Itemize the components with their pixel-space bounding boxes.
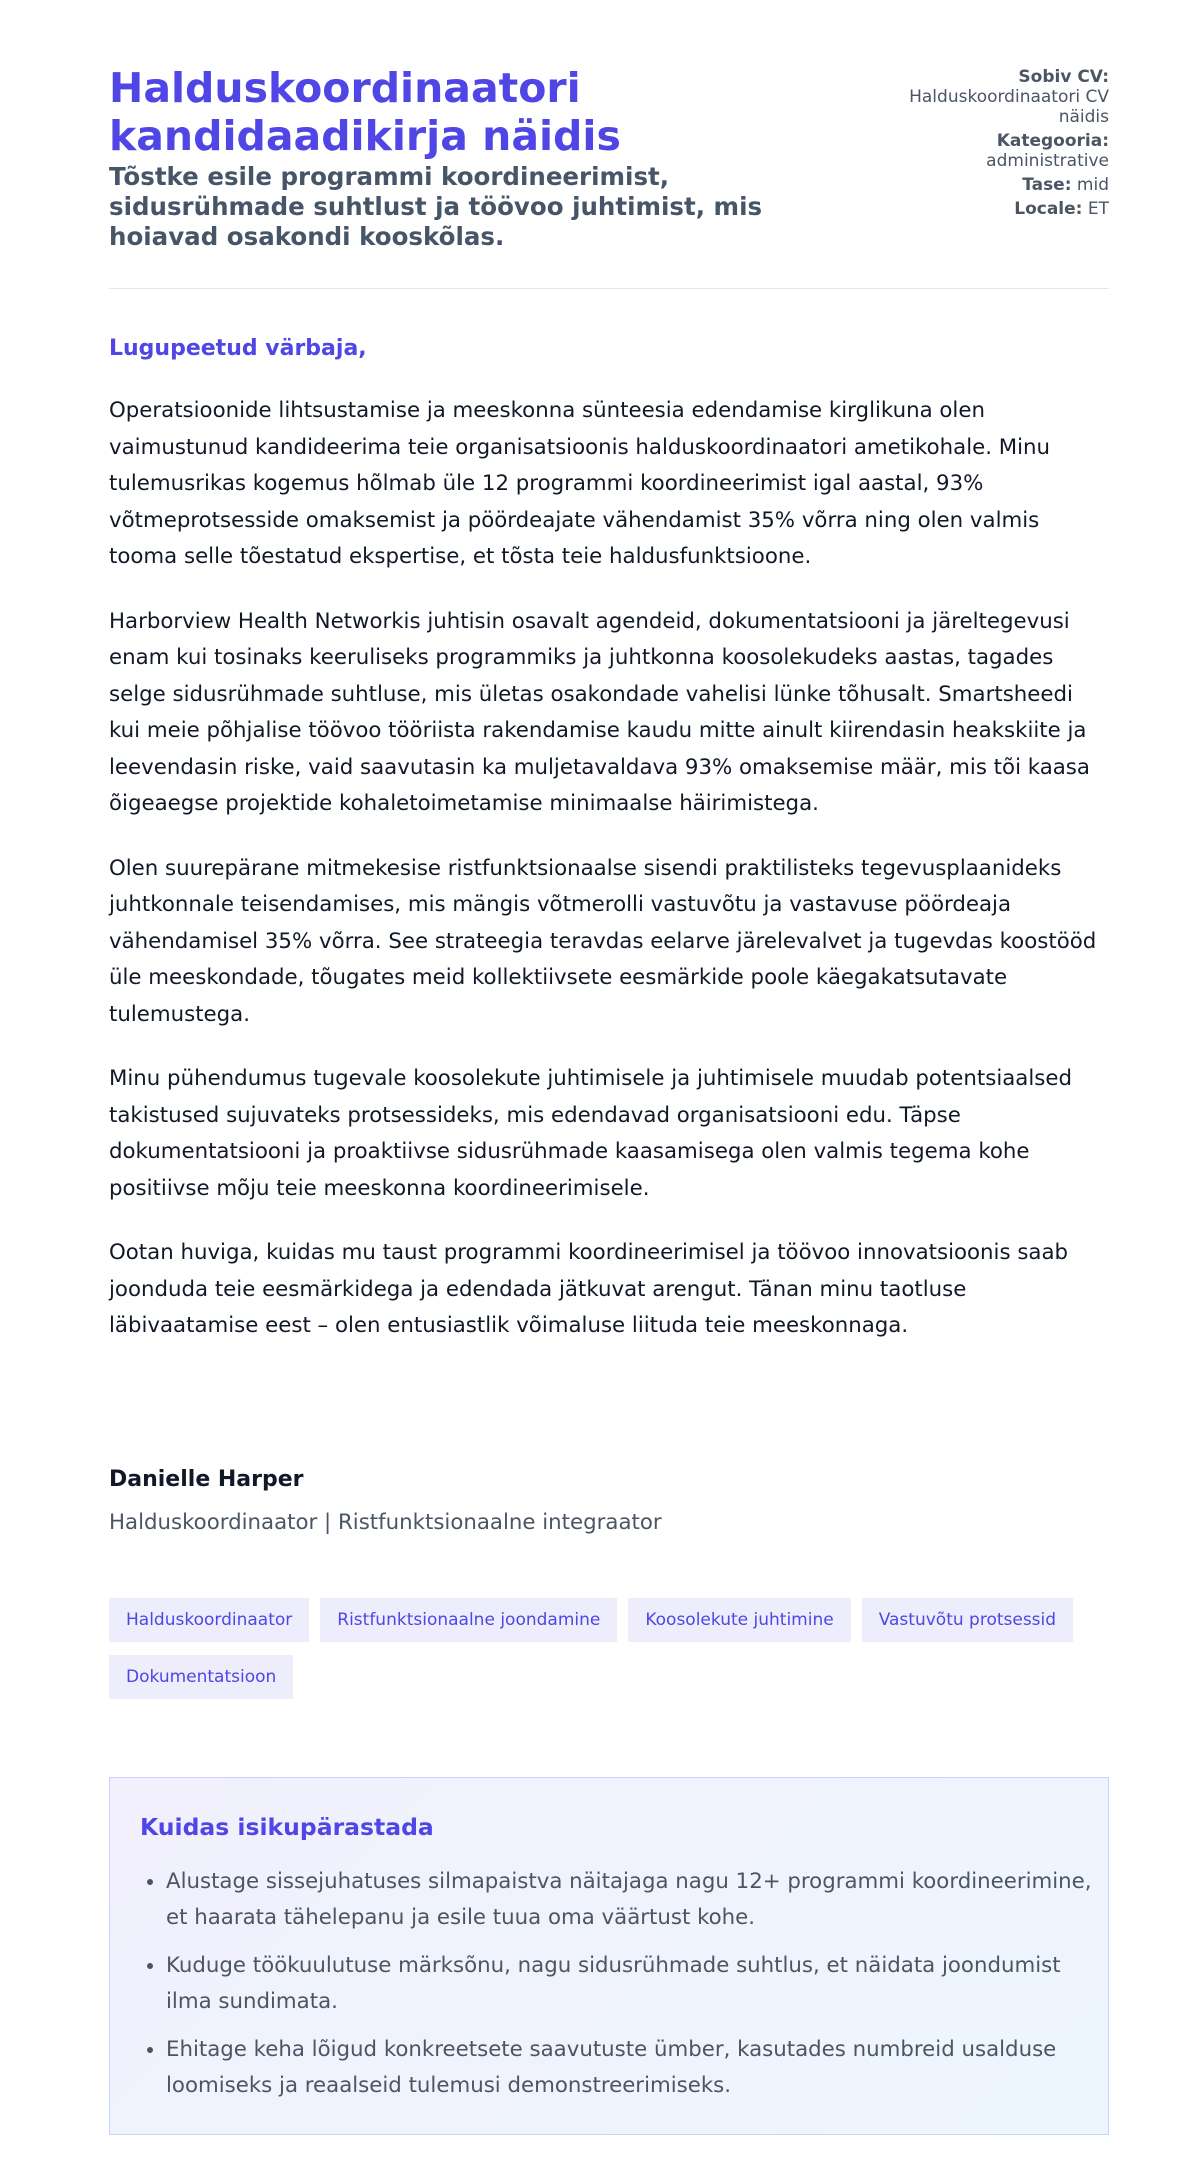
signature-title: Halduskoordinaator | Ristfunktsionaalne integraator xyxy=(109,1510,662,1535)
personalization-tips-box xyxy=(109,1777,1109,2135)
tip-item: • Kuduge töökuulutuse märksõnu, nagu sidusrühmade suhtlus, et näidata joondumist ilma sundimata. xyxy=(166,1948,1106,2020)
letter-paragraph: Ootan huviga, kuidas mu taust programmi koordineerimisel ja töövoo innovatsioonis saab joonduda teie eesmärkidega ja edendada jätkuvat arengut. Tänan minu taotluse läbivaatamise eest – olen entusiastlik võimaluse liituda teie meeskonnaga. xyxy=(109,1240,1069,1338)
tag-chip[interactable]: Vastuvõtu protsessid xyxy=(862,1598,1073,1642)
page-title: Halduskoordinaatori kandidaadikirja näidis xyxy=(109,64,621,160)
tag-chip[interactable]: Koosolekute juhtimine xyxy=(628,1598,850,1642)
tag-chip[interactable]: Ristfunktsionaalne joondamine xyxy=(320,1598,617,1642)
meta-locale xyxy=(869,199,1109,219)
tip-item: • Ehitage keha lõigud konkreetsete saavutuste ümber, kasutades numbreid usalduse loomiseks ja reaalseid tulemusi demonstreerimiseks. xyxy=(166,2032,1106,2104)
letter-greeting: Lugupeetud värbaja, xyxy=(109,336,367,361)
meta-locale-value: ET xyxy=(1087,199,1109,219)
meta-level-value: mid xyxy=(1076,175,1109,195)
meta-cv-label: Sobiv CV: xyxy=(1018,67,1109,87)
tip-item: • Alustage sissejuhatuses silmapaistva näitajaga nagu 12+ programmi koordineerimine, et haarata tähelepanu ja esile tuua oma väärtust kohe. xyxy=(166,1864,1106,1936)
signature-name: Danielle Harper xyxy=(109,1467,304,1492)
letter-paragraph: Operatsioonide lihtsustamise ja meeskonna sünteesia edendamise kirglikuna olen vaimustunud kandideerima teie organisatsioonis halduskoordinaatori ametikohale. Minu tulemusrikas kogemus hõlmab üle 12 programmi koordineerimist igal aastal, 93% võtmeprotsesside omaksemist ja pöördeajate vähendamist 35% võrra ning olen valmis tooma selle tõestatud ekspertise, et tõsta teie haldusfunktsioone. xyxy=(109,398,1051,569)
letter-paragraph: Minu pühendumus tugevale koosolekute juhtimisele ja juhtimisele muudab potentsiaalsed takistused sujuvateks protsessideks, mis edendavad organisatsiooni edu. Täpse dokumentatsiooni ja proaktiivse sidusrühmade kaasamisega olen valmis tegema kohe positiivse mõju teie meeskonna koordineerimisele. xyxy=(109,1066,1072,1201)
meta-locale-label: Locale: xyxy=(1014,199,1083,219)
meta-category-value: administrative xyxy=(986,151,1109,171)
page-subtitle: Tõstke esile programmi koordineerimist, sidusrühmade suhtlust ja töövoo juhtimist, mis hoiavad osakondi kooskõlas. xyxy=(109,162,763,251)
page-header xyxy=(109,64,1109,289)
meta-level xyxy=(869,175,1109,195)
letter-paragraph: Harborview Health Networkis juhtisin osavalt agendeid, dokumentatsiooni ja järeltegevusi enam kui tosinaks keeruliseks programmiks ja juhtkonna koosolekudeks aastas, tagades selge sidusrühmade suhtluse, mis ületas osakondade vahelisi lünke tõhusalt. Smartsheedi kui meie põhjalise töövoo tööriista rakendamise kaudu mitte ainult kiirendasin heakskiite ja leevendasin riske, vaid saavutasin ka muljetavaldava 93% omaksemise määr, mis tõi kaasa õigeaegse projektide kohaletoimetamise minimaalse häirimistega. xyxy=(109,608,1090,816)
letter-body xyxy=(109,393,1109,1373)
tag-list xyxy=(109,1598,1109,1699)
meta-category xyxy=(869,131,1109,171)
tag-chip[interactable]: Dokumentatsioon xyxy=(109,1655,293,1699)
meta-cv-value[interactable]: Halduskoordinaatori CV näidis xyxy=(909,87,1109,127)
letter-paragraph: Olen suurepärane mitmekesise ristfunktsionaalse sisendi praktilisteks tegevusplaanideks juhtkonnale teisendamises, mis mängis võtmerolli vastuvõtu ja vastavuse pöördeaja vähendamisel 35% võrra. See strateegia teravdas eelarve järelevalvet ja tugevdas koostööd üle meeskondade, tõugates meid kollektiivsete eesmärkide poole käegakatsutavate tulemustega. xyxy=(109,855,1097,1027)
tips-list xyxy=(140,1864,1106,2116)
meta-level-label: Tase: xyxy=(1022,175,1072,195)
meta-cv xyxy=(869,67,1109,127)
meta-panel xyxy=(869,67,1109,219)
tag-chip[interactable]: Halduskoordinaator xyxy=(109,1598,309,1642)
tips-title: Kuidas isikupärastada xyxy=(140,1813,434,1841)
meta-category-label: Kategooria: xyxy=(996,131,1109,151)
